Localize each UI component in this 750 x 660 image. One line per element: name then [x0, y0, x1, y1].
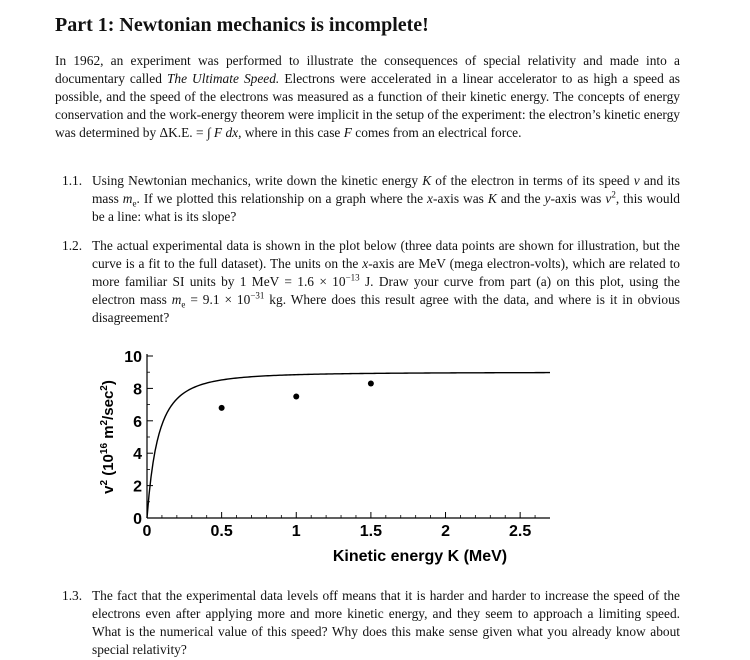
film-title: The Ultimate Speed. [166, 71, 280, 86]
y-tick-label-8: 8 [133, 381, 142, 399]
plot-axes [147, 354, 550, 518]
speed-symbol: v [633, 173, 640, 188]
section-title: Part 1: Newtonian mechanics is incomplete! [55, 14, 429, 36]
intro-text-2: Electrons were accelerated in a linear accelerator to as high a speed as possible, and the speed of the electrons was measured as a function of their kinetic energy. The concepts of energy conservation and the work-energy theorem were implicit in the setup of the experiment: the electron’s kinetic energy was determined by ΔK.E. = ∫ [55, 71, 680, 140]
item-1-2-part-b: -axis are MeV (mega electron-volts), which are related to more familiar SI units by 1 MeV = 1.6 × 10 [92, 256, 680, 289]
mass-subscript: e [132, 198, 137, 209]
y-tick-label-6: 6 [133, 413, 142, 431]
item-1-1-number: 1.1. [62, 173, 83, 188]
item-1-1-part-a: Using Newtonian mechanics, write down the kinetic energy [92, 173, 423, 188]
x-symbol-2: x [362, 256, 369, 271]
item-1-1-part-b: of the electron in terms of its speed [431, 173, 634, 188]
kinetic-energy-symbol: K [422, 173, 432, 188]
exponent-minus-13: −13 [345, 272, 360, 283]
mass-subscript-2: e [181, 299, 186, 310]
x-tick-label-2: 2 [441, 523, 450, 540]
mass-symbol-2: m [171, 292, 182, 307]
plot-marks [147, 373, 550, 518]
force-symbol-2: F [343, 125, 352, 140]
item-1-2-part-a: The actual experimental data is shown in the plot below (three data points are shown for illustration, but the curve is a fit to the full dataset). The units on the [92, 238, 680, 271]
y-tick-label-10: 10 [124, 349, 142, 366]
x-tick-label-0.5: 0.5 [210, 523, 233, 540]
data-point-2 [293, 394, 299, 400]
kinetic-energy-symbol-2: K [487, 191, 497, 206]
x-tick-label-1.5: 1.5 [359, 523, 383, 540]
x-symbol: x [427, 191, 433, 206]
intro-paragraph [55, 52, 680, 142]
item-1-2-part-e: kg. Where does this result agree with the data, and where is it in obvious disagreement? [92, 292, 680, 325]
x-tick-label-2.5: 2.5 [509, 523, 532, 540]
x-tick-label-0: 0 [142, 523, 152, 540]
x-axis-label: Kinetic energy K (MeV) [332, 548, 508, 565]
y-tick-label-4: 4 [133, 446, 142, 464]
intro-text-4: comes from an electrical force. [351, 125, 522, 140]
item-1-1-part-c: and its mass [92, 173, 680, 206]
y-symbol: y [544, 191, 551, 206]
item-1-1-part-f: and the [496, 191, 545, 206]
plot-ticks [124, 349, 535, 540]
y-tick-label-2: 2 [133, 478, 142, 496]
item-1-3-number: 1.3. [62, 588, 83, 603]
exponent-minus-31: −31 [250, 290, 265, 301]
speed-squared-exponent: 2 [611, 189, 616, 200]
item-1-2-part-d: = 9.1 × 10 [185, 292, 251, 307]
mass-symbol: m [122, 191, 133, 206]
dx-symbol: dx [222, 125, 239, 140]
item-1-1-part-d: . If we plotted this relationship on a graph where the [136, 191, 428, 206]
force-symbol: F [213, 125, 223, 140]
velocity-energy-plot [85, 342, 565, 572]
fit-curve [147, 373, 550, 518]
item-1-1-text [92, 172, 680, 226]
speed-squared-symbol: v [605, 191, 612, 206]
y-tick-label-0: 0 [133, 511, 142, 528]
y-axis-label: $v^2$ ($10^{16}$ $m^2/\sec^2$) [99, 380, 117, 494]
intro-text-3: , where in this case [238, 125, 344, 140]
item-1-1-part-g: -axis was [550, 191, 606, 206]
item-1-2-text [92, 237, 680, 327]
data-point-1 [219, 405, 225, 411]
item-1-3-text: The fact that the experimental data levels off means that it is harder and harder to increase the speed of the electrons even after applying more and more kinetic energy, and they seem to approach a limiting speed. What is the numerical value of this speed? Why does this make sense given what you already know about special relativity? [92, 588, 680, 657]
data-point-3 [368, 381, 374, 387]
intro-text-1: In 1962, an experiment was performed to illustrate the consequences of special relativity and made into a documentary called [55, 53, 680, 86]
item-1-1-part-e: -axis was [433, 191, 488, 206]
item-1-1-part-h: , this would be a line: what is its slope? [92, 191, 680, 224]
item-1-2-number: 1.2. [62, 238, 83, 253]
item-1-2-part-c: J. Draw your curve from part (a) on this plot, using the electron mass [92, 274, 680, 307]
x-tick-label-1: 1 [291, 523, 301, 540]
